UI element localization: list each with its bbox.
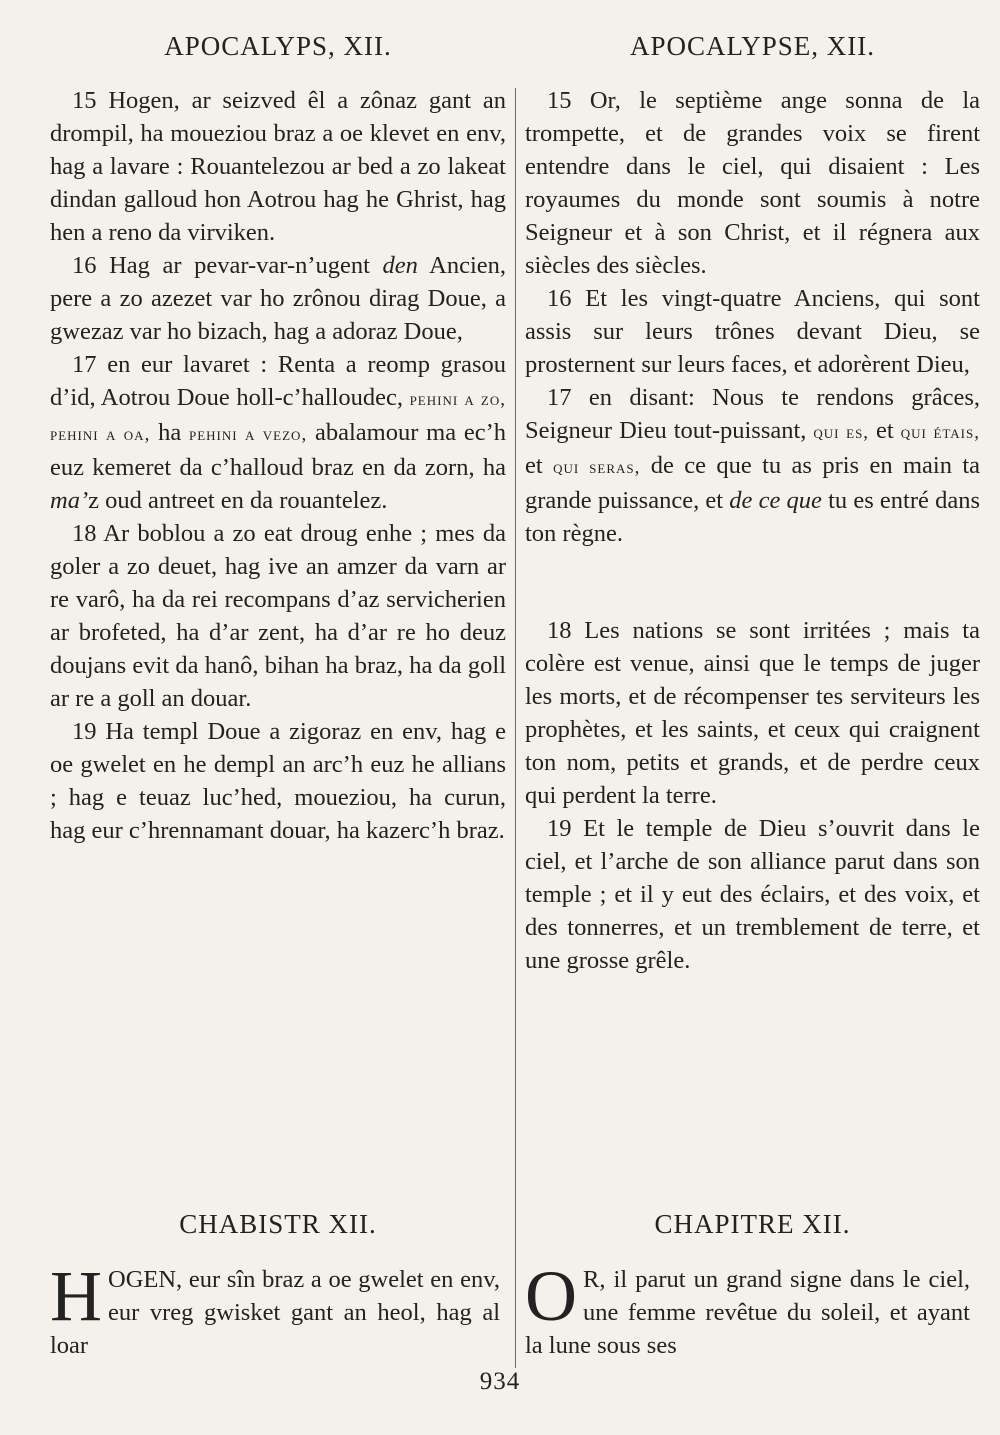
french-verse-17: 17 en disant: Nous te rendons grâces, Seigneur Dieu tout-puissant, qui es, et qui étais, et qui seras, de ce que tu as pris en main ta grande puissance, et de ce que tu es entré dans ton règne.	[525, 384, 980, 547]
french-verse-16: 16 Et les vingt-quatre Anciens, qui sont assis sur leurs trônes devant Dieu, se prosternent sur leurs faces, et adorèrent Dieu,	[525, 285, 980, 378]
french-verse-19: 19 Et le temple de Dieu s’ouvrit dans le ciel, et l’arche de son alliance parut dans son temple ; et il y eut des éclairs, et des voix, et des tonnerres, et un tremblement de terre, et une grosse grêle.	[525, 815, 980, 974]
breton-chapter-opening: HOGEN, eur sîn braz a oe gwelet en env, eur vreg gwisket gant an heol, hag al loar	[50, 1256, 500, 1359]
french-verse-15: 15 Or, le septième ange sonna de la trompette, et de grandes voix se firent entendre dans le ciel, qui disaient : Les royaumes du monde sont soumis à notre Seigneur et à son Christ, et il régnera aux siècles des siècles.	[525, 87, 980, 279]
breton-drop-cap: H	[50, 1256, 102, 1336]
breton-running-header: APOCALYPS, XII.	[164, 31, 392, 61]
french-drop-cap: O	[525, 1256, 577, 1336]
breton-verse-15: 15 Hogen, ar seizved êl a zônaz gant an drompil, ha moueziou braz a oe klevet en env, hag a lavare : Rouantelezou ar bed a zo lakeat dindan galloud hon Aotrou hag he Ghrist, hag hen a reno da virviken.	[50, 87, 506, 246]
french-chapter-heading: CHAPITRE XII.	[654, 1209, 851, 1239]
french-running-header: APOCALYPSE, XII.	[629, 31, 876, 61]
french-column	[525, 28, 980, 977]
breton-verse-18: 18 Ar boblou a zo eat droug enhe ; mes da goler a zo deuet, hag ive an amzer da varn ar re varô, ha da rei recompans d’az servicherien ar brofeted, ha d’ar zent, ha d’ar re ho deuz doujans evit da hanô, bihan ha braz, ha da goll ar re a goll an douar.	[50, 520, 506, 712]
breton-verse-17: 17 en eur lavaret : Renta a reomp grasou d’id, Aotrou Doue holl-c’halloudec, pehini a zo, pehini a oa, ha pehini a vezo, abalamour ma ec’h euz kemeret da c’halloud braz en da zorn, ha ma’z oud antreet en da rouantelez.	[50, 351, 507, 514]
breton-verse-16: 16 Hag ar pevar-var-n’ugent den Ancien, pere a zo azezet var ho zrônou dirag Doue, a gwezaz var ho bizach, hag a adoraz Doue,	[50, 252, 507, 345]
breton-chapter-heading: CHABISTR XII.	[179, 1209, 377, 1239]
page-number: 934	[479, 1368, 521, 1395]
french-verse-18: 18 Les nations se sont irritées ; mais ta colère est venue, ainsi que le temps de juger les morts, et de récompenser tes serviteurs les prophètes, et les saints, et ceux qui craignent ton nom, petits et grands, et de perdre ceux qui perdent la terre.	[525, 617, 980, 809]
breton-verse-19: 19 Ha templ Doue a zigoraz en env, hag e oe gwelet en he dempl an arc’h euz he allians ; hag e teuaz luc’hed, moueziou, ha curun, hag eur c’hrennamant douar, ha kazerc’h braz.	[50, 718, 506, 844]
french-chapter-opening: O R, il parut un grand signe dans le ciel, une femme revêtue du soleil, et ayant la lune sous ses	[525, 1256, 970, 1359]
breton-column	[50, 28, 506, 847]
column-divider	[515, 88, 516, 1368]
